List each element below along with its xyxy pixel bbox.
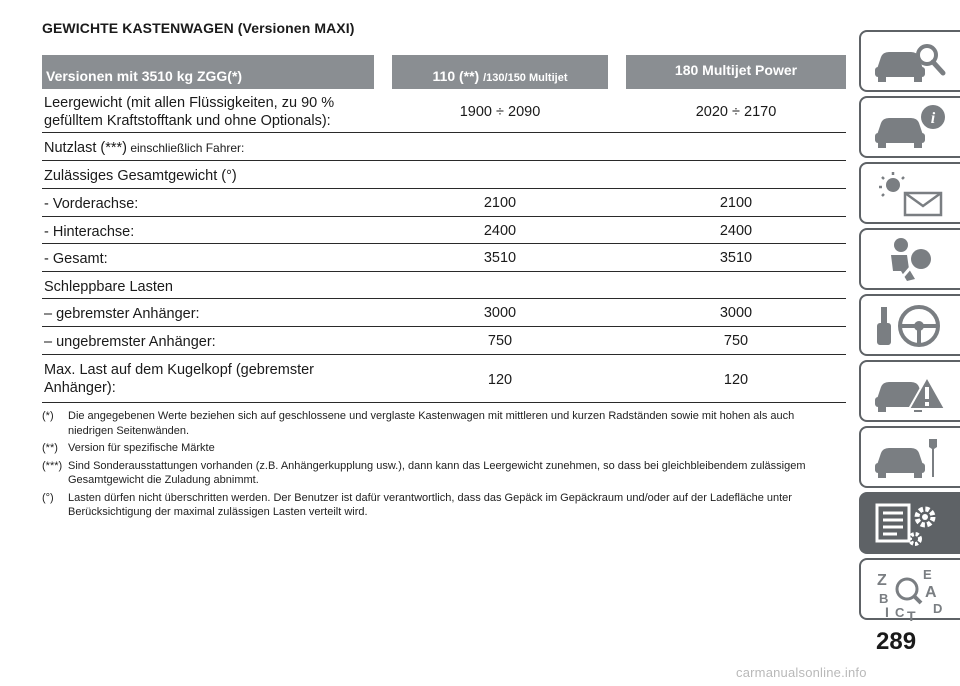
footnote-mark: (**) bbox=[42, 442, 58, 454]
cell-value: 2100 bbox=[719, 195, 753, 211]
cell-value: 2020 ÷ 2170 bbox=[695, 104, 777, 120]
row-label: Schleppbare Lasten bbox=[44, 279, 173, 295]
cell-value: 120 bbox=[723, 372, 749, 388]
cell-value: 2400 bbox=[719, 223, 753, 239]
cell-value: 2100 bbox=[483, 195, 517, 211]
table-row bbox=[42, 244, 846, 272]
car-warning-triangle-icon bbox=[871, 367, 951, 417]
cell-value: 1900 ÷ 2090 bbox=[459, 104, 541, 120]
footnotes bbox=[42, 409, 842, 523]
chapter-tab-index[interactable] bbox=[859, 558, 960, 620]
car-search-icon bbox=[871, 37, 951, 87]
weights-table bbox=[42, 89, 846, 403]
car-info-icon bbox=[871, 103, 951, 153]
row-label: - Hinterachse: bbox=[44, 224, 135, 240]
row-label-small: einschließlich Fahrer: bbox=[127, 141, 245, 155]
footnote-mark: (*) bbox=[42, 410, 54, 422]
header-versions: Versionen mit 3510 kg ZGG(*) bbox=[42, 55, 374, 89]
cell-value: 3000 bbox=[483, 305, 517, 321]
footnote-mark: (***) bbox=[42, 459, 63, 472]
chapter-tab-knowing[interactable] bbox=[859, 96, 960, 158]
row-label-line: Leergewicht (mit allen Flüssigkeiten, zu 90 % bbox=[44, 95, 335, 111]
svg-text:I: I bbox=[885, 604, 889, 620]
cell-value: 3000 bbox=[719, 305, 753, 321]
row-label: - Vorderachse: bbox=[44, 196, 139, 212]
table-row bbox=[42, 89, 846, 133]
footnote-text: Sind Sonderausstattungen vorhanden (z.B. Anhängerkupplung usw.), dann kann das Leergewicht zunehmen, so dass bei gleichbleibendem zulässigem Gesamtgewicht die Zuladung abnimmt. bbox=[68, 459, 806, 486]
svg-text:A: A bbox=[925, 584, 937, 601]
row-label: Zulässiges Gesamtgewicht (°) bbox=[44, 168, 237, 184]
row-label-line: Anhänger): bbox=[44, 380, 116, 396]
table-row bbox=[42, 161, 846, 189]
chapter-tab-warnings[interactable] bbox=[859, 162, 960, 224]
car-wrench-icon bbox=[871, 433, 951, 483]
alphabet-index-icon bbox=[871, 565, 951, 621]
chapter-tab-starting[interactable] bbox=[859, 294, 960, 356]
row-label: - Gesamt: bbox=[44, 251, 108, 267]
row-label bbox=[44, 139, 244, 157]
table-row bbox=[42, 327, 846, 355]
row-label: – gebremster Anhänger: bbox=[44, 306, 200, 322]
footnote-text: Die angegebenen Werte beziehen sich auf geschlossene und verglaste Kastenwagen mit mittleren und kurzen Radständen sowie mit hohen als auch niedrigen Seitenwänden. bbox=[68, 410, 795, 437]
footnote bbox=[42, 491, 842, 520]
key-steering-wheel-icon bbox=[871, 301, 951, 351]
passenger-airbag-icon bbox=[871, 235, 951, 285]
svg-text:T: T bbox=[907, 608, 916, 621]
cell-value: 3510 bbox=[483, 250, 517, 266]
table-row bbox=[42, 272, 846, 299]
svg-text:Z: Z bbox=[877, 572, 887, 589]
warning-light-mail-icon bbox=[871, 169, 951, 219]
row-label-main: Nutzlast (***) bbox=[44, 140, 127, 156]
row-label-line: gefülltem Kraftstofftank und ohne Optionals): bbox=[44, 113, 331, 129]
cell-value: 750 bbox=[487, 333, 513, 349]
footnote bbox=[42, 409, 842, 438]
specs-list-gear-icon bbox=[871, 499, 951, 549]
chapter-tab-technical-data[interactable] bbox=[859, 492, 960, 554]
cell-value: 3510 bbox=[719, 250, 753, 266]
chapter-tab-safety[interactable] bbox=[859, 228, 960, 290]
table-row bbox=[42, 299, 846, 327]
svg-text:i: i bbox=[930, 110, 936, 127]
page-number: 289 bbox=[876, 628, 917, 655]
footnote-text: Lasten dürfen nicht überschritten werden. Der Benutzer ist dafür verantwortlich, dass das Gepäck im Gepäckraum und/oder auf der Ladefläche unter Berücksichtigung der maximal zulässigen Lasten verteilt wird. bbox=[68, 491, 792, 518]
header-110-small: /130/150 Multijet bbox=[483, 72, 568, 84]
footnote bbox=[42, 459, 842, 488]
header-110-main: 110 (**) bbox=[432, 68, 480, 84]
cell-value: 2400 bbox=[483, 223, 517, 239]
row-label bbox=[44, 361, 314, 397]
header-110-multijet bbox=[392, 55, 608, 89]
svg-text:E: E bbox=[923, 567, 932, 582]
svg-text:D: D bbox=[933, 601, 943, 616]
chapter-tab-emergency[interactable] bbox=[859, 360, 960, 422]
chapter-tab-maintenance[interactable] bbox=[859, 426, 960, 488]
watermark: carmanualsonline.info bbox=[736, 665, 867, 680]
table-row bbox=[42, 133, 846, 161]
table-row bbox=[42, 355, 846, 403]
footnote-text: Version für spezifische Märkte bbox=[68, 442, 215, 454]
page-title: GEWICHTE KASTENWAGEN (Versionen MAXI) bbox=[42, 20, 355, 36]
svg-text:B: B bbox=[879, 591, 889, 606]
footnote-mark: (°) bbox=[42, 491, 54, 504]
chapter-tab-dashboard[interactable] bbox=[859, 30, 960, 92]
row-label bbox=[44, 94, 334, 130]
row-label-line: Max. Last auf dem Kugelkopf (gebremster bbox=[44, 362, 314, 378]
cell-value: 120 bbox=[487, 372, 513, 388]
cell-value: 750 bbox=[723, 333, 749, 349]
table-row bbox=[42, 217, 846, 244]
svg-text:C: C bbox=[895, 605, 905, 620]
header-180-multijet-power: 180 Multijet Power bbox=[626, 55, 846, 89]
footnote bbox=[42, 441, 842, 456]
row-label: – ungebremster Anhänger: bbox=[44, 334, 216, 350]
table-row bbox=[42, 189, 846, 217]
